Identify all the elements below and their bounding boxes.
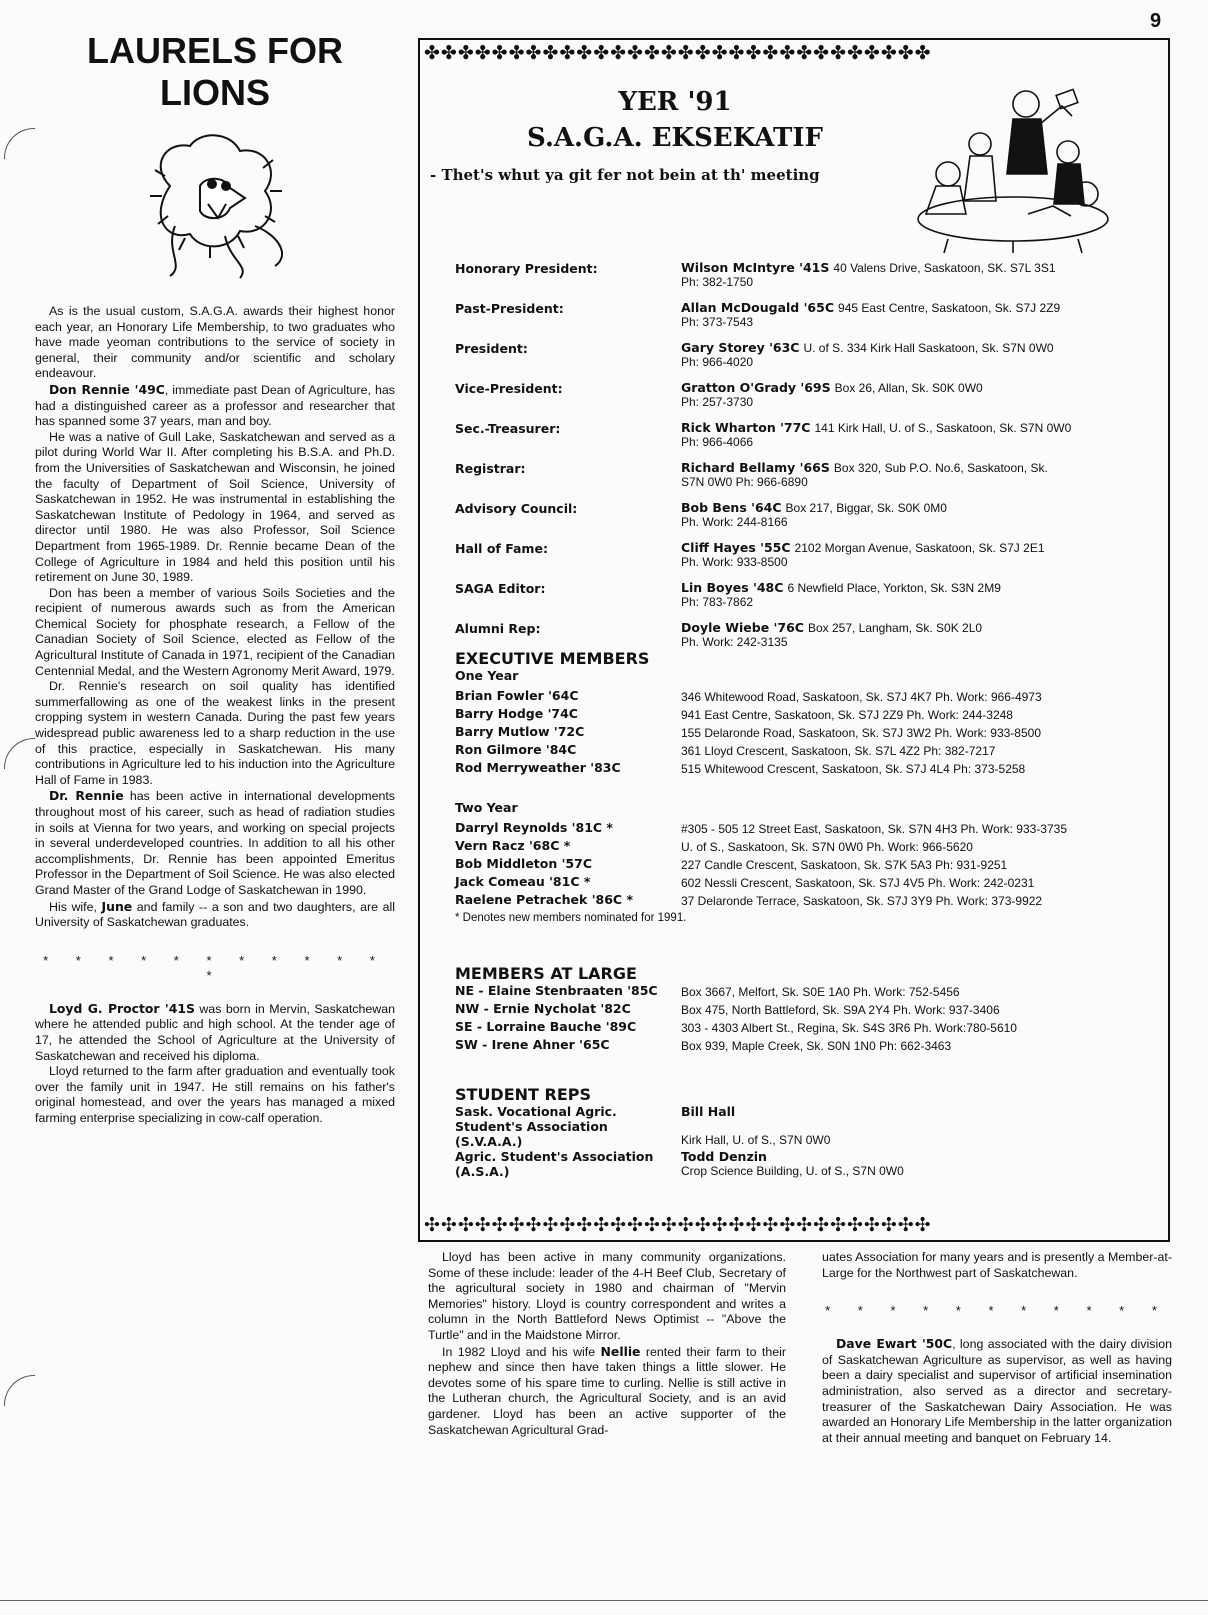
- member-name: SW - Irene Ahner '65C: [455, 1037, 610, 1052]
- title-line-2: LIONS: [159, 72, 270, 113]
- org-line: (A.S.A.): [455, 1164, 510, 1179]
- member-at-large-row: [455, 1001, 1165, 1019]
- org-line: (S.V.A.A.): [455, 1134, 523, 1149]
- member-row: [455, 706, 1155, 724]
- officer-phone: Ph: 783-7862: [681, 595, 754, 609]
- executive-box: [418, 38, 1170, 1242]
- officer-row: [455, 260, 1155, 289]
- student-rep-row: [455, 1104, 1155, 1149]
- paragraph-text: His wife,: [49, 899, 102, 914]
- margin-mark: [4, 128, 35, 159]
- rep-details: [681, 1104, 830, 1149]
- officer-address: U. of S. 334 Kirk Hall Saskatoon, Sk. S7N 0W0: [803, 341, 1054, 355]
- member-info: U. of S., Saskatoon, Sk. S7N 0W0 Ph. Work: 966-5620: [681, 840, 973, 854]
- officer-name: Richard Bellamy '66S: [681, 460, 830, 475]
- officer-row: [455, 500, 1155, 529]
- paragraph: uates Association for many years and is presently a Member-at-Large for the Northwest part of Saskatchewan.: [822, 1250, 1172, 1280]
- officer-info: [681, 300, 1151, 329]
- title-line-2: S.A.G.A. EKSEKATIF: [526, 123, 823, 153]
- member-name: Darryl Reynolds '81C *: [455, 820, 613, 835]
- person-name: Dave Ewart '50C: [836, 1336, 953, 1352]
- paragraph: Dr. Rennie's research on soil quality has identified summerfallowing as one of the weakest links in the present cropping system in western Canada. During the past few years widespread public awareness led to a sharp reduction in the use of this practice, especially in Saskatchewan. His many contributions in Agriculture led to his induction into the Agriculture Hall of Fame in 1983.: [35, 679, 395, 787]
- paragraph-text: and family -- a son and two daughters, are all University of Saskatchewan graduates.: [35, 899, 395, 930]
- proctor-continued: [428, 1250, 786, 1438]
- paragraph-text: , immediate past Dean of Agriculture, has had a distinguished career as a professor and researcher that has spanned some 37 years, man and boy.: [35, 382, 395, 429]
- footnote: * Denotes new members nominated for 1991.: [455, 912, 687, 924]
- officer-role: Sec.-Treasurer:: [455, 421, 561, 436]
- officer-address: 2102 Morgan Avenue, Saskatoon, Sk. S7J 2E1: [794, 541, 1045, 555]
- member-info: 361 Lloyd Crescent, Saskatoon, Sk. S7L 4Z2 Ph: 382-7217: [681, 744, 996, 758]
- page-number: 9: [1150, 10, 1162, 32]
- officer-row: [455, 580, 1155, 609]
- section-heading: STUDENT REPS: [455, 1085, 592, 1104]
- officer-address: Box 26, Allan, Sk. S0K 0W0: [834, 381, 983, 395]
- paragraph-text: was born in Mervin, Saskatchewan where he attended public and high school. At the tender age of 17, he attended the School of Agriculture at the University of Saskatchewan and received his diploma.: [35, 1001, 395, 1063]
- officer-phone: Ph. Work: 242-3135: [681, 635, 788, 649]
- ewart-article: [822, 1250, 1172, 1446]
- section-heading: EXECUTIVE MEMBERS: [455, 649, 650, 668]
- member-at-large-row: [455, 1037, 1165, 1055]
- title-line-1: LAURELS FOR: [87, 30, 343, 71]
- person-name: Loyd G. Proctor '41S: [49, 1000, 195, 1016]
- officer-name: Bob Bens '64C: [681, 500, 782, 515]
- one-year-list: [455, 688, 1155, 778]
- paragraph-text: has been active in international developments throughout most of his career, such as head of radiation studies in soils at Vienna for two years, and working on special projects in several underdeveloped countries. In addition to all his other accomplishments, Dr. Rennie has been appointed Emeritus Professor in the Department of Soil Science. He was also elected Grand Master of the Grand Lodge of Saskatchewan in 1990.: [35, 789, 395, 897]
- officer-address: Box 217, Biggar, Sk. S0K 0M0: [785, 501, 947, 515]
- officer-name: Wilson McIntyre '41S: [681, 260, 830, 275]
- rep-details: [681, 1149, 904, 1179]
- subsection-heading: One Year: [455, 668, 519, 683]
- officer-info: [681, 620, 1151, 649]
- paragraph: [35, 788, 395, 898]
- member-row: [455, 688, 1155, 706]
- member-name: Jack Comeau '81C *: [455, 874, 591, 889]
- executive-subtitle: - Thet's whut ya git fer not bein at th' meeting: [430, 166, 820, 184]
- officer-phone: S7N 0W0 Ph: 966-6890: [681, 475, 808, 489]
- officer-info: [681, 260, 1151, 289]
- member-name: Rod Merryweather '83C: [455, 760, 621, 775]
- member-info: Box 3667, Melfort, Sk. S0E 1A0 Ph. Work: 752-5456: [681, 985, 960, 999]
- rep-name: Todd Denzin: [681, 1149, 767, 1164]
- officer-name: Gratton O'Grady '69S: [681, 380, 831, 395]
- officer-info: [681, 580, 1151, 609]
- paragraph: Lloyd has been active in many community organizations. Some of these include: leader of the 4-H Beef Club, Secretary of the agricultural society in 1980 and chairman of "Mervin Memories" history. Lloyd is country correspondent and writes a column in the North Battleford News Optimist -- "Above the Turtle" and in the Maidstone Mirror.: [428, 1250, 786, 1342]
- ornamental-border-bottom: ✣✣✣✣✣✣✣✣✣✣✣✣✣✣✣✣✣✣✣✣✣✣✣✣✣✣✣✣✣✣: [424, 1215, 932, 1236]
- member-name: Ron Gilmore '84C: [455, 742, 577, 757]
- members-at-large: [455, 965, 1165, 1055]
- paragraph: Lloyd returned to the farm after graduation and eventually took over the family unit in 1947. He still remains on his father's original homestead, and over the years has managed a mixed farming enterprise specializing in cow-calf operation.: [35, 1064, 395, 1125]
- member-row: [455, 838, 1155, 856]
- member-info: 227 Candle Crescent, Saskatoon, Sk. S7K 5A3 Ph: 931-9251: [681, 858, 1008, 872]
- officer-role: Vice-President:: [455, 381, 563, 396]
- officer-name: Doyle Wiebe '76C: [681, 620, 804, 635]
- member-name: Brian Fowler '64C: [455, 688, 579, 703]
- member-name: Raelene Petrachek '86C *: [455, 892, 633, 907]
- officer-phone: Ph: 966-4020: [681, 355, 754, 369]
- paragraph-text: In 1982 Lloyd and his wife: [442, 1344, 601, 1359]
- member-row: [455, 856, 1155, 874]
- student-reps: [455, 1086, 1155, 1179]
- executive-title: [420, 84, 930, 156]
- paragraph: As is the usual custom, S.A.G.A. awards their highest honor each year, an Honorary Life Membership, to two graduates who have made yeoman contributions to the service of society in general, their community and/or scientific and scholary endeavour.: [35, 304, 395, 381]
- article-title: [35, 30, 395, 114]
- member-row: [455, 742, 1155, 760]
- officer-row: [455, 460, 1155, 489]
- member-at-large-row: [455, 983, 1165, 1001]
- officer-row: [455, 340, 1155, 369]
- officer-info: [681, 340, 1151, 369]
- officer-phone: Ph: 373-7543: [681, 315, 754, 329]
- rep-address: Kirk Hall, U. of S., S7N 0W0: [681, 1133, 831, 1147]
- ornamental-border-top: ✤✤✤✤✤✤✤✤✤✤✤✤✤✤✤✤✤✤✤✤✤✤✤✤✤✤✤✤✤✤: [424, 43, 932, 64]
- officer-role: Alumni Rep:: [455, 621, 541, 636]
- paragraph: [35, 1001, 395, 1064]
- paragraph-text: , long associated with the dairy division of Saskatchewan Agriculture as supervisor, as well as having been a dairy specialist and supervisor of artificial insemination administration, also served as a director and secretary-treasurer of the Saskatchewan Dairy Association. He was awarded an Honorary Life Membership in the latter organization at their annual meeting and banquet on February 14.: [822, 1337, 1172, 1445]
- student-rep-row: [455, 1149, 1155, 1179]
- officer-address: 141 Kirk Hall, U. of S., Saskatoon, Sk. S7N 0W0: [814, 421, 1072, 435]
- paragraph: Don has been a member of various Soils Societies and the recipient of numerous awards such as from the American Chemical Society for phosphate research, a Fellow of the Canadian Society of Soil Science, elected as Fellow of the Agricultural Institute of Canada in 1971, recipient of the Canadian Centennial Medal, and the Western Agronomy Merit Award, 1979.: [35, 585, 395, 678]
- section-heading: MEMBERS AT LARGE: [455, 964, 637, 983]
- org-line: Sask. Vocational Agric.: [455, 1104, 617, 1119]
- officer-address: Box 257, Langham, Sk. S0K 2L0: [807, 621, 983, 635]
- officer-phone: Ph. Work: 244-8166: [681, 515, 788, 529]
- rep-address: Crop Science Building, U. of S., S7N 0W0: [681, 1164, 904, 1178]
- lion-illustration: [130, 126, 300, 286]
- member-info: 346 Whitewood Road, Saskatoon, Sk. S7J 4K7 Ph. Work: 966-4973: [681, 690, 1042, 704]
- member-info: #305 - 505 12 Street East, Saskatoon, Sk. S7N 4H3 Ph. Work: 933-3735: [681, 822, 1068, 836]
- member-name: NW - Ernie Nycholat '82C: [455, 1001, 631, 1016]
- member-info: 155 Delaronde Road, Saskatoon, Sk. S7J 3W2 Ph. Work: 933-8500: [681, 726, 1041, 740]
- two-year-list: [455, 820, 1155, 910]
- org-line: Student's Association: [455, 1119, 608, 1134]
- officer-row: [455, 380, 1155, 409]
- member-name: Bob Middleton '57C: [455, 856, 593, 871]
- paragraph: [428, 1344, 786, 1439]
- officer-name: Rick Wharton '77C: [681, 420, 811, 435]
- person-name: Don Rennie '49C: [49, 381, 165, 397]
- officer-role: Advisory Council:: [455, 501, 578, 516]
- section-divider: * * * * * * * * * * * *: [43, 952, 387, 983]
- officer-name: Lin Boyes '48C: [681, 580, 784, 595]
- member-info: 37 Delaronde Terrace, Saskatoon, Sk. S7J 3Y9 Ph. Work: 373-9922: [681, 894, 1043, 908]
- officer-phone: Ph. Work: 933-8500: [681, 555, 788, 569]
- person-name: Dr. Rennie: [49, 788, 124, 804]
- title-line-1: YER '91: [618, 87, 732, 117]
- officer-phone: Ph: 257-3730: [681, 395, 754, 409]
- officer-role: SAGA Editor:: [455, 581, 546, 596]
- officer-info: [681, 500, 1151, 529]
- at-large-list: [455, 983, 1165, 1055]
- organization-name: [455, 1149, 681, 1179]
- officer-address: Box 320, Sub P.O. No.6, Saskatoon, Sk.: [833, 461, 1048, 475]
- member-row: [455, 724, 1155, 742]
- officer-row: [455, 420, 1155, 449]
- officer-address: 945 East Centre, Saskatoon, Sk. S7J 2Z9: [838, 301, 1061, 315]
- org-line: Agric. Student's Association: [455, 1149, 654, 1164]
- officer-phone: Ph: 966-4066: [681, 435, 754, 449]
- member-name: Vern Racz '68C *: [455, 838, 571, 853]
- officer-phone: Ph: 382-1750: [681, 275, 754, 289]
- member-name: Barry Mutlow '72C: [455, 724, 585, 739]
- member-at-large-row: [455, 1019, 1165, 1037]
- paragraph-text: rented their farm to their nephew and since then have taken things a little slower. He devotes some of his spare time to curling. Nellie is still active in the Lutheran church, the Agricultural Society, and is an avid gardener. Lloyd has been an active supporter of the Saskatchewan Agricultural Grad-: [428, 1344, 786, 1437]
- officer-name: Gary Storey '63C: [681, 340, 800, 355]
- page-bottom-rule: [0, 1600, 1208, 1601]
- officer-info: [681, 420, 1151, 449]
- officer-row: [455, 300, 1155, 329]
- member-row: [455, 892, 1155, 910]
- member-name: NE - Elaine Stenbraaten '85C: [455, 983, 658, 998]
- member-info: 602 Nessli Crescent, Saskatoon, Sk. S7J 4V5 Ph. Work: 242-0231: [681, 876, 1035, 890]
- laurels-article: [35, 30, 395, 1127]
- officers-list: [455, 260, 1155, 660]
- paragraph: [35, 382, 395, 430]
- officer-address: 40 Valens Drive, Saskatoon, SK. S7L 3S1: [833, 261, 1056, 275]
- rep-name: Bill Hall: [681, 1104, 736, 1119]
- officer-row: [455, 620, 1155, 649]
- executive-members: [455, 650, 1155, 924]
- margin-mark: [4, 738, 35, 769]
- margin-mark: [4, 1375, 35, 1406]
- member-row: [455, 760, 1155, 778]
- member-name: Barry Hodge '74C: [455, 706, 578, 721]
- officer-info: [681, 380, 1151, 409]
- member-row: [455, 820, 1155, 838]
- officer-row: [455, 540, 1155, 569]
- organization-name: [455, 1104, 681, 1149]
- person-name: June: [101, 898, 133, 914]
- officer-role: Past-President:: [455, 301, 564, 316]
- member-row: [455, 874, 1155, 892]
- paragraph: [822, 1336, 1172, 1446]
- member-info: 303 - 4303 Albert St., Regina, Sk. S4S 3R6 Ph. Work:780-5610: [681, 1021, 1017, 1035]
- member-name: SE - Lorraine Bauche '89C: [455, 1019, 637, 1034]
- member-info: 515 Whitewood Crescent, Saskatoon, Sk. S7J 4L4 Ph: 373-5258: [681, 762, 1026, 776]
- officer-role: Honorary President:: [455, 261, 598, 276]
- officer-role: President:: [455, 341, 528, 356]
- subsection-heading: Two Year: [455, 800, 518, 815]
- officer-info: [681, 540, 1151, 569]
- member-info: Box 475, North Battleford, Sk. S9A 2Y4 Ph. Work: 937-3406: [681, 1003, 1000, 1017]
- officer-info: [681, 460, 1151, 489]
- paragraph: [35, 899, 395, 931]
- member-info: Box 939, Maple Creek, Sk. S0N 1N0 Ph: 662-3463: [681, 1039, 952, 1053]
- person-name: Nellie: [600, 1343, 641, 1359]
- section-divider: * * * * * * * * * * *: [825, 1303, 1169, 1319]
- member-info: 941 East Centre, Saskatoon, Sk. S7J 2Z9 Ph. Work: 244-3248: [681, 708, 1013, 722]
- officer-role: Hall of Fame:: [455, 541, 548, 556]
- officer-address: 6 Newfield Place, Yorkton, Sk. S3N 2M9: [787, 581, 1001, 595]
- paragraph: He was a native of Gull Lake, Saskatchewan and served as a pilot during World War II. After completing his B.S.A. and Ph.D. from the Universities of Saskatchewan and Wisconsin, he joined the faculty of Department of Soil Science, University of Saskatchewan in 1952. He was instrumental in establishing the Saskatchewan Institute of Pedology in 1964, and served as director until 1980. He was also Professor, Soil Science Department from 1965-1989. Dr. Rennie became Dean of the College of Agriculture in 1984 and held this position until his retirement on June 30, 1989.: [35, 429, 395, 585]
- meeting-cartoon: [908, 74, 1118, 254]
- officer-name: Allan McDougald '65C: [681, 300, 835, 315]
- officer-role: Registrar:: [455, 461, 526, 476]
- officer-name: Cliff Hayes '55C: [681, 540, 791, 555]
